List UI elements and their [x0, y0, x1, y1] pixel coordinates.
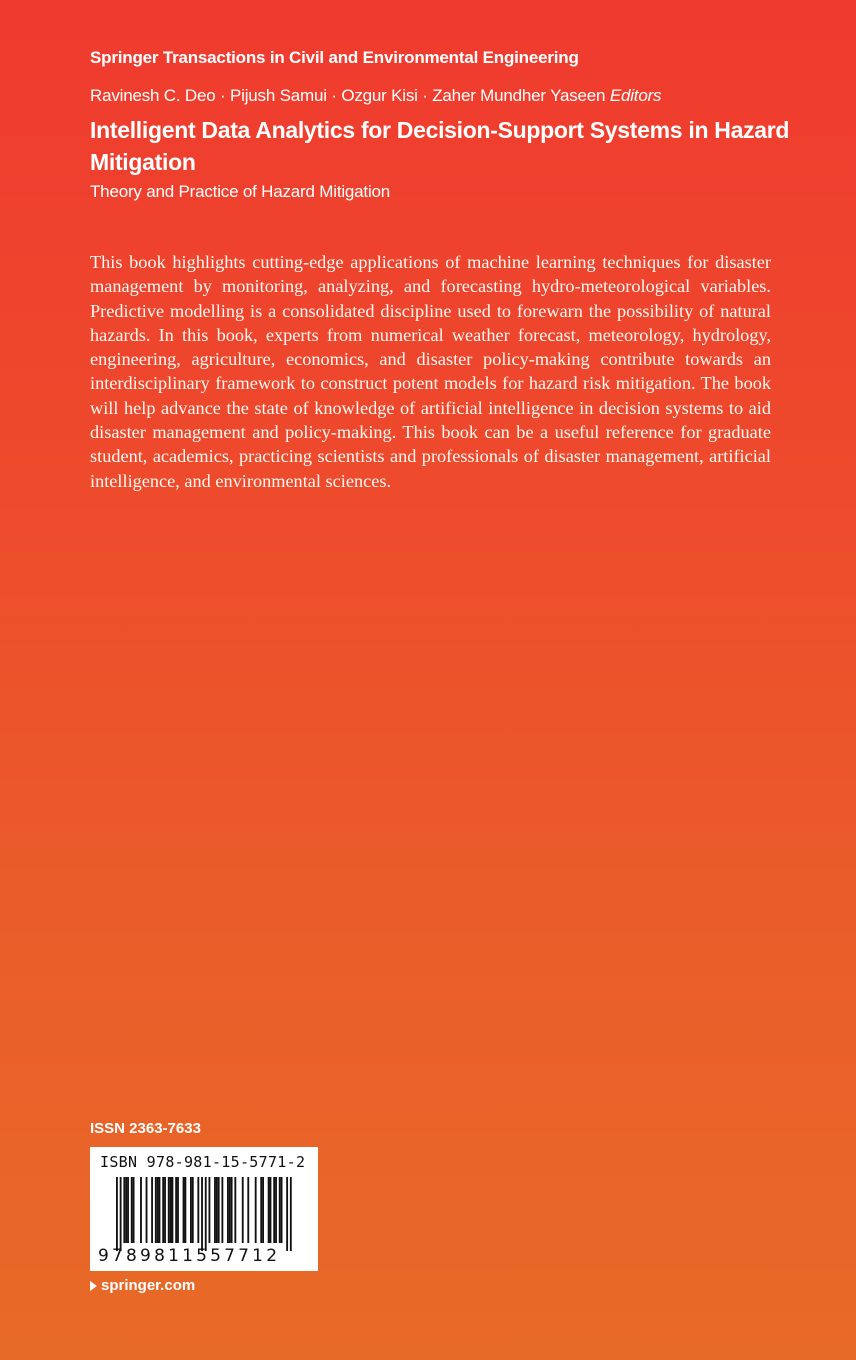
barcode-bar — [229, 1177, 231, 1243]
publisher-link[interactable] — [90, 1277, 195, 1294]
barcode-bar — [234, 1177, 236, 1243]
ean-digits: 9789811557712 — [98, 1246, 281, 1266]
barcode-bar — [168, 1177, 170, 1243]
issn-number: ISSN 2363-7633 — [90, 1120, 201, 1137]
barcode-bar — [255, 1177, 257, 1243]
barcode-bar — [214, 1177, 216, 1243]
barcode-bar — [184, 1177, 186, 1243]
book-description: This book highlights cutting-edge applications of machine learning techniques for disaster management by monitoring, analyzing, and forecasting hydro-meteorological variables. Predictive modelling is a consolidated discipline used to forewarn the possibility of natural hazards. In this book, experts from numerical weather forecast, meteorology, hydrology, engineering, agriculture, economics, and disaster policy-making contribute towards an interdisciplinary framework to construct potent models for hazard risk mitigation. The book will help advance the state of knowledge of artificial intelligence in decision systems to aid disaster management and policy-making. This book can be a useful reference for graduate student, academics, practicing scientists and professionals of disaster management, artificial intelligence, and environmental sciences. — [90, 252, 771, 491]
barcode-bar — [268, 1177, 270, 1243]
barcode-bar — [209, 1177, 211, 1243]
barcode-bar — [286, 1177, 288, 1251]
barcode-bar — [125, 1177, 127, 1243]
barcode-bar — [190, 1177, 192, 1243]
barcode-bar — [290, 1177, 292, 1251]
barcode-bar — [177, 1177, 179, 1243]
barcode-bar — [260, 1177, 262, 1243]
barcode-bar — [270, 1177, 272, 1243]
barcode-bar — [262, 1177, 264, 1243]
arrow-right-icon — [90, 1281, 97, 1291]
barcode-bar — [273, 1177, 275, 1243]
barcode-bar — [192, 1177, 194, 1243]
barcode-bar — [157, 1177, 159, 1243]
barcode-bar — [218, 1177, 220, 1243]
barcode-bar — [201, 1177, 203, 1251]
barcode-bar — [227, 1177, 229, 1243]
barcode-bar — [172, 1177, 174, 1243]
barcode-bar — [197, 1177, 199, 1243]
barcode-bar — [116, 1177, 118, 1251]
barcode-bar — [151, 1177, 153, 1243]
barcode-bar — [133, 1177, 135, 1243]
barcode-bar — [281, 1177, 283, 1243]
isbn-label: ISBN 978-981-15-5771-2 — [100, 1153, 306, 1171]
barcode-bar — [221, 1177, 223, 1243]
barcode-bar — [183, 1177, 185, 1243]
barcode-bar — [247, 1177, 249, 1243]
barcode-bar — [162, 1177, 164, 1243]
barcode-bar — [242, 1177, 244, 1243]
barcode-bar — [127, 1177, 129, 1243]
barcode-bar — [140, 1177, 142, 1243]
editor-names: Ravinesh C. Deo · Pijush Samui · Ozgur Kisi · Zaher Mundher Yaseen — [90, 86, 606, 105]
barcode-bar — [279, 1177, 281, 1243]
series-title: Springer Transactions in Civil and Environmental Engineering — [90, 48, 579, 67]
barcode-bar — [159, 1177, 161, 1243]
barcode-bar — [231, 1177, 233, 1243]
barcode-bar — [275, 1177, 277, 1243]
barcode-bar — [164, 1177, 166, 1243]
book-title: Intelligent Data Analytics for Decision-Support Systems in Hazard Mitigation — [90, 117, 790, 175]
book-subtitle: Theory and Practice of Hazard Mitigation — [90, 182, 391, 201]
editors-line — [90, 86, 661, 106]
barcode-bar — [123, 1177, 125, 1243]
barcode-bar — [146, 1177, 148, 1243]
barcode-bar — [216, 1177, 218, 1243]
barcode-bar — [131, 1177, 133, 1243]
editors-role: Editors — [609, 86, 662, 105]
barcode-bar — [205, 1177, 207, 1251]
barcode-bar — [170, 1177, 172, 1243]
barcode-bar — [155, 1177, 157, 1243]
barcode-bar — [175, 1177, 177, 1243]
isbn-barcode — [90, 1147, 318, 1271]
barcode-bar — [120, 1177, 122, 1251]
publisher-link-text: springer.com — [101, 1277, 196, 1294]
